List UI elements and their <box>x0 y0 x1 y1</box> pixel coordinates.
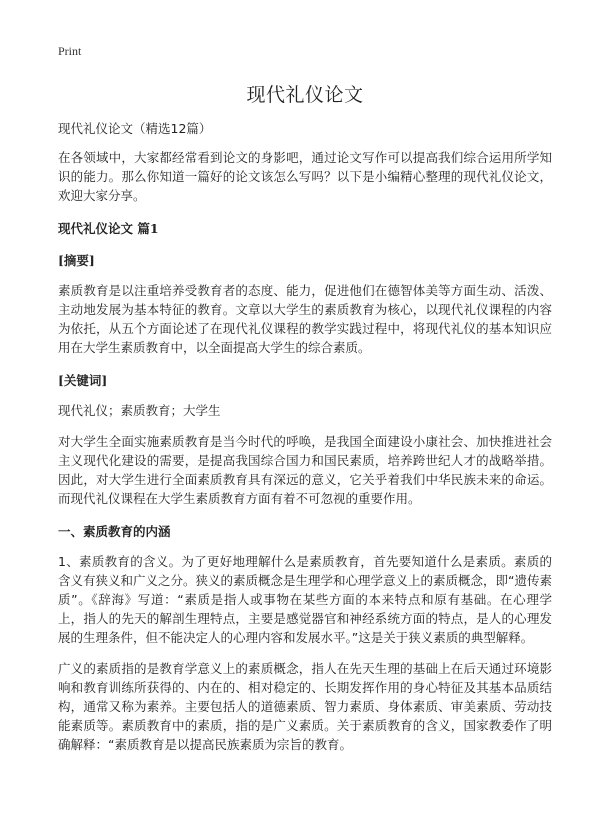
body-paragraph-1: 对大学生全面实施素质教育是当今时代的呼唤，是我国全面建设小康社会、加快推进社会主义现代化建设的需要，是提高我国综合国力和国民素质，培养跨世纪人才的战略举措。因此，对大学生进行全面素质教育具有深远的意义，它关乎着我们中华民族未来的命运。而现代礼仪课程在大学生素质教育方面有着不可忽视的重要作用。 <box>58 434 552 506</box>
keywords-label: [关键词] <box>58 373 108 388</box>
abstract-label: [摘要] <box>58 253 95 268</box>
intro-paragraph: 在各领域中，大家都经常看到论文的身影吧，通过论文写作可以提高我们综合运用所学知识的能力。那么你知道一篇好的论文该怎么写吗？以下是小编精心整理的现代礼仪论文，欢迎大家分享。 <box>58 150 552 203</box>
document-title: 现代礼仪论文 <box>246 84 364 106</box>
keywords-paragraph: 现代礼仪；素质教育；大学生 <box>58 403 221 418</box>
body-paragraph-3: 广义的素质指的是教育学意义上的素质概念，指人在先天生理的基础上在后天通过环境影响和教育训练所获得的、内在的、相对稳定的、长期发挥作用的身心特征及其基本品质结构，通常又称为素养。主要包括人的道德素质、智力素质、身体素质、审美素质、劳动技能素质等。素质教育中的素质，指的是广义素质。关于素质教育的含义，国家教委作了明确解释：“素质教育是以提高民族素质为宗旨的教育。 <box>58 661 552 752</box>
article-heading: 现代礼仪论文 篇1 <box>58 221 159 236</box>
print-link[interactable]: Print <box>58 44 82 58</box>
document-page <box>58 44 552 766</box>
abstract-paragraph: 素质教育是以注重培养受教育者的态度、能力，促进他们在德智体美等方面生动、活泼、主动地发展为基本特征的教育。文章以大学生的素质教育为核心，以现代礼仪课程的内容为依托，从五个方面论述了在现代礼仪课程的教学实践过程中，将现代礼仪的基本知识应用在大学生素质教育中，以全面提高大学生的综合素质。 <box>58 283 552 355</box>
document-subtitle: 现代礼仪论文（精选12篇） <box>58 121 212 136</box>
body-paragraph-2: 1、素质教育的含义。为了更好地理解什么是素质教育，首先要知道什么是素质。素质的含义有狭义和广义之分。狭义的素质概念是生理学和心理学意义上的素质概念，即“遗传素质”。《辞海》写道：“素质是指人或事物在某些方面的本来特点和原有基础。在心理学上，指人的先天的解剖生理特点，主要是感觉器官和神经系统方面的特点，是人的心理发展的生理条件，但不能决定人的心理内容和发展水平。”这是关于狭义素质的典型解释。 <box>58 554 552 645</box>
section-heading-1: 一、素质教育的内涵 <box>58 524 171 539</box>
